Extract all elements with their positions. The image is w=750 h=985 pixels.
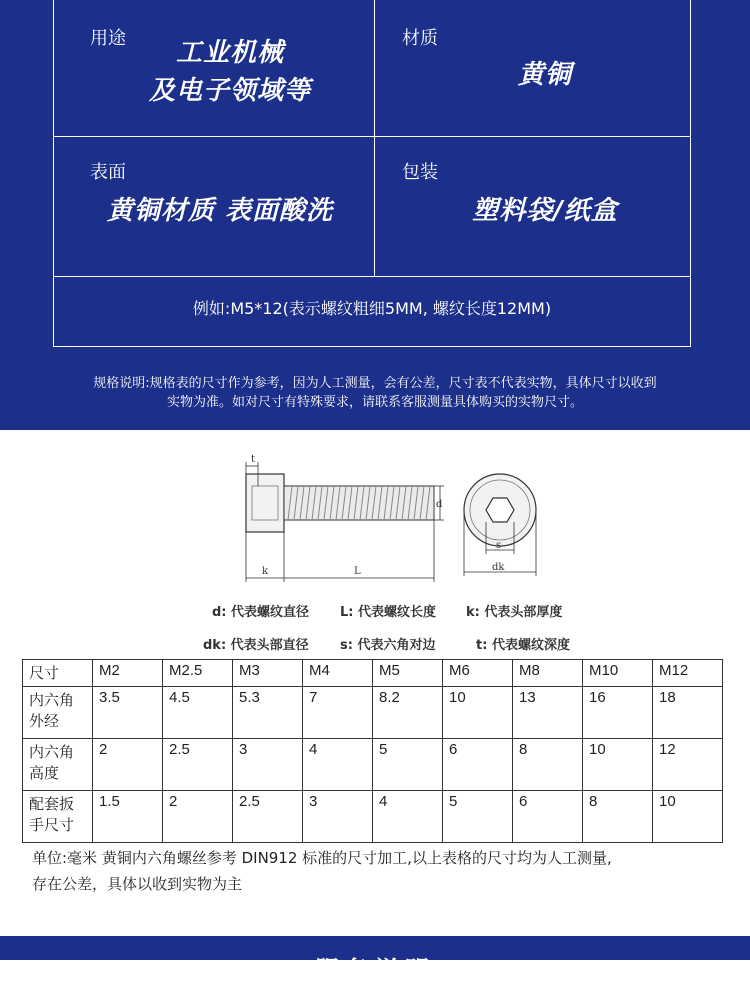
table-cell: 2 [93, 739, 163, 791]
table-cell: 7 [303, 687, 373, 739]
table-cell: 4 [303, 739, 373, 791]
table-header-cell: M3 [233, 660, 303, 687]
table-cell: 3.5 [93, 687, 163, 739]
surface-label: 表面 [90, 162, 126, 183]
table-cell: 5 [443, 791, 513, 843]
table-row-label [23, 687, 93, 739]
row-label-line: 高度 [29, 765, 60, 782]
label-d: d [436, 499, 443, 510]
legend-s: s: 代表六角对边 [340, 638, 436, 653]
table-row [23, 791, 723, 843]
unit-note-line: 存在公差，具体以收到实物为主 [32, 875, 243, 893]
grid-divider-horizontal [53, 136, 691, 137]
table-cell: 2.5 [233, 791, 303, 843]
table-cell: 8 [513, 739, 583, 791]
table-cell: 13 [513, 687, 583, 739]
table-cell: 5 [373, 739, 443, 791]
table-header-cell: M5 [373, 660, 443, 687]
usage-value [80, 34, 380, 110]
table-cell: 5.3 [233, 687, 303, 739]
table-cell: 10 [653, 791, 723, 843]
unit-note-line: 单位:毫米 黄铜内六角螺丝参考 DIN912 标准的尺寸加工,以上表格的尺寸均为人工测量, [32, 849, 612, 867]
table-cell: 10 [443, 687, 513, 739]
legend-dk: dk: 代表头部直径 [203, 638, 309, 653]
row-label-line: 内六角 [29, 744, 75, 761]
table-cell: 4.5 [163, 687, 233, 739]
usage-value-line: 及电子领域等 [148, 76, 311, 106]
legend-d: d: 代表螺纹直径 [212, 605, 310, 620]
label-L: L [354, 566, 361, 577]
table-cell: 8 [583, 791, 653, 843]
material-label: 材质 [402, 28, 438, 49]
spec-note-line: 实物为准。如对尺寸有特殊要求，请联系客服测量具体购买的实物尺寸。 [166, 395, 583, 410]
unit-note [32, 845, 732, 897]
table-cell: 18 [653, 687, 723, 739]
legend-L: L: 代表螺纹长度 [340, 605, 437, 620]
spec-note [18, 374, 732, 412]
row-label-line: 手尺寸 [29, 817, 75, 834]
table-cell: 10 [583, 739, 653, 791]
usage-label: 用途 [90, 28, 126, 49]
table-header-cell: M8 [513, 660, 583, 687]
label-t: t [251, 454, 256, 465]
material-value: 黄铜 [517, 60, 572, 90]
table-cell: 3 [233, 739, 303, 791]
screw-diagram [230, 452, 560, 592]
row-label-line: 外经 [29, 713, 60, 730]
table-cell: 12 [653, 739, 723, 791]
table-cell: 2 [163, 791, 233, 843]
table-cell: 8.2 [373, 687, 443, 739]
label-k: k [262, 566, 269, 577]
spec-note-line: 规格说明:规格表的尺寸作为参考，因为人工测量，会有公差，尺寸表不代表实物，具体尺寸以收到 [93, 376, 657, 391]
example-text: 例如:M5*12(表示螺纹粗细5MM, 螺纹长度12MM) [192, 299, 552, 318]
package-value: 塑料袋/纸盒 [472, 196, 618, 226]
usage-value-line: 工业机械 [175, 38, 284, 68]
spec-table [22, 659, 723, 843]
table-row [23, 687, 723, 739]
table-header-cell: M6 [443, 660, 513, 687]
table-cell: 16 [583, 687, 653, 739]
table-cell: 6 [443, 739, 513, 791]
table-header-row [23, 660, 723, 687]
table-row [23, 739, 723, 791]
info-banner [0, 0, 750, 430]
grid-divider-horizontal [53, 276, 691, 277]
table-cell: 4 [373, 791, 443, 843]
table-header-cell: M4 [303, 660, 373, 687]
legend-k: k: 代表头部厚度 [466, 605, 563, 620]
table-header-cell: 尺寸 [23, 660, 93, 687]
table-row-label [23, 739, 93, 791]
label-dk: dk [492, 562, 505, 573]
row-label-line: 内六角 [29, 692, 75, 709]
service-section-header [0, 936, 750, 984]
legend-t: t: 代表螺纹深度 [476, 638, 570, 653]
table-cell: 3 [303, 791, 373, 843]
table-cell: 1.5 [93, 791, 163, 843]
table-cell: 2.5 [163, 739, 233, 791]
table-row-label [23, 791, 93, 843]
row-label-line: 配套扳 [29, 796, 75, 813]
table-header-cell: M10 [583, 660, 653, 687]
table-header-cell: M12 [653, 660, 723, 687]
table-header-cell: M2 [93, 660, 163, 687]
service-title: 服务说明 [315, 956, 435, 984]
package-label: 包装 [402, 162, 438, 183]
table-cell: 6 [513, 791, 583, 843]
label-s: s [496, 540, 502, 551]
surface-value: 黄铜材质 表面酸洗 [106, 196, 334, 226]
table-header-cell: M2.5 [163, 660, 233, 687]
